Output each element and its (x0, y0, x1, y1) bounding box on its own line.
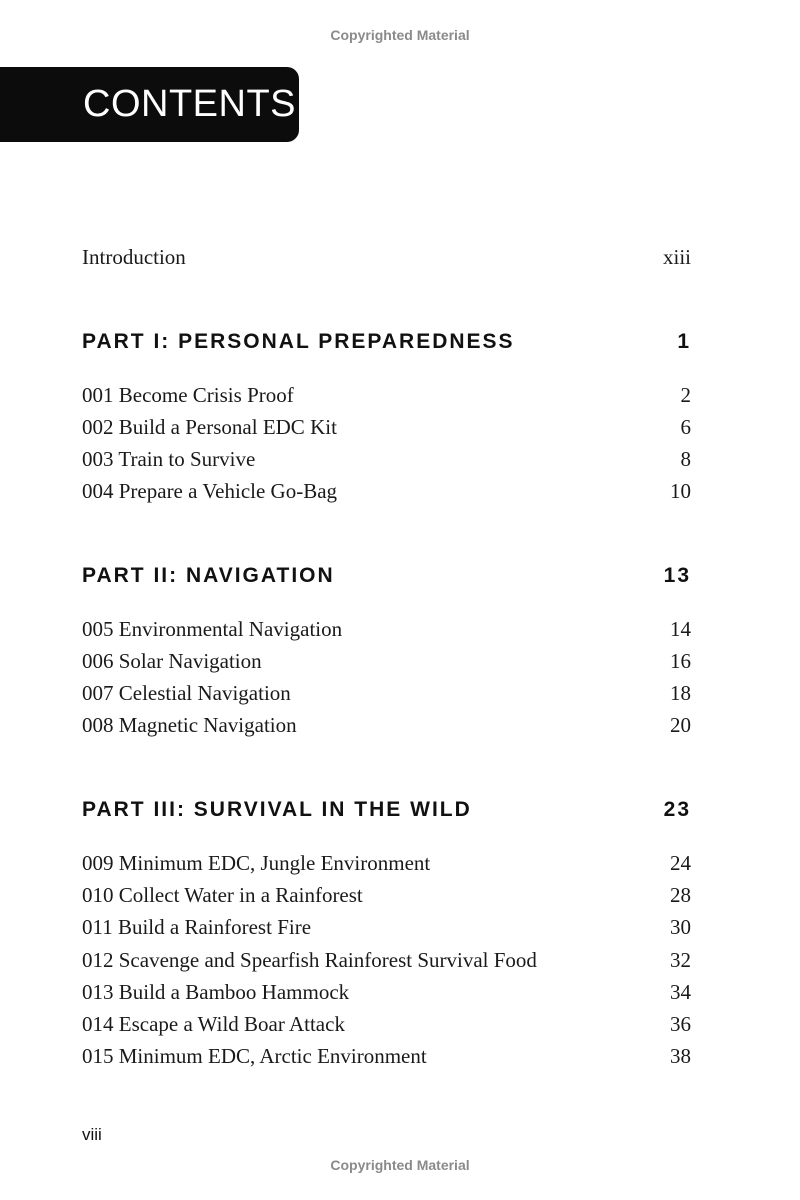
toc-entry[interactable] (82, 382, 691, 408)
toc-entry-page: 38 (670, 1044, 691, 1068)
toc-entry[interactable] (82, 478, 691, 504)
toc-entry-page: 32 (670, 948, 691, 972)
toc-part-title: PART I: PERSONAL PREPAREDNESS (82, 330, 515, 353)
copyright-watermark-top: Copyrighted Material (330, 27, 470, 43)
toc-entry-title: 010 Collect Water in a Rainforest (82, 883, 363, 907)
toc-entry-title: 007 Celestial Navigation (82, 681, 291, 705)
toc-entry-page: 2 (680, 383, 691, 407)
toc-entry[interactable] (82, 616, 691, 642)
toc-entry[interactable] (82, 414, 691, 440)
toc-entry-title: 001 Become Crisis Proof (82, 383, 294, 407)
toc-entry-page: 30 (670, 915, 691, 939)
toc-part-page: 23 (663, 798, 691, 821)
toc-entry-title: 011 Build a Rainforest Fire (82, 915, 312, 939)
toc-entry[interactable] (82, 1011, 691, 1037)
toc-part-page: 13 (663, 564, 691, 587)
toc-entry-title: Introduction (82, 245, 186, 269)
toc-entry-title: 015 Minimum EDC, Arctic Environment (82, 1044, 427, 1068)
toc-entry-page: 10 (670, 479, 691, 503)
toc-entry-page: 6 (680, 415, 691, 439)
copyright-watermark-bottom: Copyrighted Material (330, 1157, 470, 1173)
toc-entry[interactable] (82, 648, 691, 674)
toc-entry[interactable] (82, 446, 691, 472)
toc-entry-title: 014 Escape a Wild Boar Attack (82, 1012, 345, 1036)
toc-entry-page: 24 (670, 851, 691, 875)
toc-entry-page: xiii (662, 245, 691, 269)
toc-entry-page: 8 (680, 447, 691, 471)
toc-entry-title: 008 Magnetic Navigation (82, 713, 297, 737)
toc-entry-title: 004 Prepare a Vehicle Go-Bag (82, 479, 338, 503)
toc-entry-introduction[interactable] (82, 244, 691, 270)
toc-entry-title: 009 Minimum EDC, Jungle Environment (82, 851, 431, 875)
toc-entry-title: 003 Train to Survive (82, 447, 256, 471)
toc-entry-title: 012 Scavenge and Spearfish Rainforest Survival Food (82, 948, 537, 972)
toc-part-title: PART II: NAVIGATION (82, 564, 335, 587)
toc-entry-title: 006 Solar Navigation (82, 649, 262, 673)
toc-part-title: PART III: SURVIVAL IN THE WILD (82, 798, 472, 821)
toc-entry-page: 16 (670, 649, 691, 673)
toc-entry-title: 002 Build a Personal EDC Kit (82, 415, 337, 439)
toc-entry-page: 18 (670, 681, 691, 705)
contents-heading: CONTENTS (83, 83, 296, 125)
page-number: viii (82, 1125, 102, 1144)
toc-entry[interactable] (82, 850, 691, 876)
toc-entry-page: 36 (670, 1012, 691, 1036)
toc-entry-title: 005 Environmental Navigation (82, 617, 343, 641)
toc-entry[interactable] (82, 712, 691, 738)
toc-entry-page: 28 (670, 883, 691, 907)
toc-entry[interactable] (82, 882, 691, 908)
toc-entry[interactable] (82, 979, 691, 1005)
toc-entry[interactable] (82, 1043, 691, 1069)
toc-entry-page: 14 (670, 617, 691, 641)
toc-entry[interactable] (82, 914, 691, 940)
contents-banner (0, 67, 299, 142)
toc-part-2-heading[interactable] (82, 563, 691, 589)
toc-entry[interactable] (82, 680, 691, 706)
toc-entry-page: 20 (670, 713, 691, 737)
toc-entry[interactable] (82, 947, 691, 973)
toc-part-1-heading[interactable] (82, 329, 691, 355)
toc-entry-page: 34 (670, 980, 691, 1004)
toc-part-page: 1 (677, 330, 691, 353)
toc-entry-title: 013 Build a Bamboo Hammock (82, 980, 350, 1004)
toc-part-3-heading[interactable] (82, 797, 691, 823)
